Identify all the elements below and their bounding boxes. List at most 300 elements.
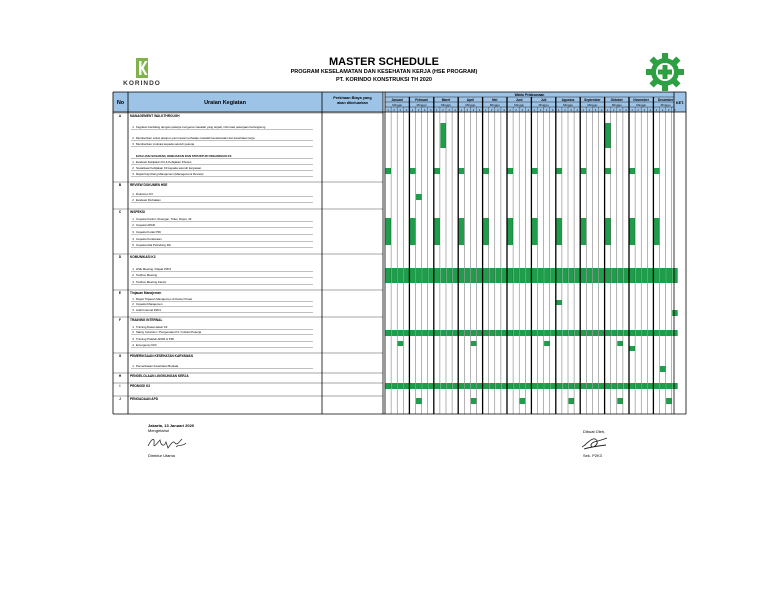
schedule-fill-cell — [611, 383, 617, 389]
schedule-fill-cell — [538, 330, 544, 336]
section-title: PENGELOLAAN LINGKUNGAN KERJA — [130, 374, 189, 378]
schedule-fill-cell — [617, 383, 623, 389]
item-number: 3 — [132, 172, 134, 176]
schedule-fill-cell — [605, 218, 611, 245]
week-number: 3 — [521, 109, 523, 112]
item-number: 4 — [132, 237, 134, 241]
item-text: Training Dasar-dasar K3 — [136, 325, 168, 329]
schedule-fill-cell — [453, 330, 459, 336]
section-title: INSPEKSI — [130, 210, 145, 214]
week-number: 1 — [655, 109, 658, 112]
week-number: 3 — [570, 109, 572, 112]
schedule-fill-cell — [630, 268, 636, 283]
item-number: 1 — [132, 160, 134, 164]
schedule-fill-cell — [514, 383, 520, 389]
schedule-fill-cell — [666, 268, 672, 283]
item-number: 2 — [132, 136, 134, 140]
schedule-fill-cell — [404, 268, 410, 283]
item-number: 3 — [132, 230, 134, 234]
item-text: Safety Induction / Pengenalan K3 / Induksi Pekerja — [136, 330, 202, 334]
schedule-fill-cell — [404, 383, 410, 389]
schedule-fill-cell — [544, 383, 550, 389]
schedule-fill-cell — [386, 168, 392, 174]
schedule-fill-cell — [666, 398, 672, 404]
schedule-fill-cell — [569, 268, 575, 283]
week-label: Minggu — [465, 103, 476, 107]
right-signature-icon — [580, 434, 610, 452]
schedule-fill-cell — [434, 383, 440, 389]
item-number: 2 — [132, 302, 134, 306]
schedule-fill-cell — [422, 268, 428, 283]
schedule-fill-cell — [410, 168, 416, 174]
schedule-fill-cell — [581, 330, 587, 336]
schedule-fill-cell — [520, 268, 526, 283]
schedule-fill-cell — [514, 330, 520, 336]
week-label: Minggu — [587, 103, 598, 107]
schedule-fill-cell — [447, 330, 453, 336]
item-text: Sosialisasi Kebijakan K3 kepada seluruh karyawan — [136, 166, 202, 170]
schedule-fill-cell — [508, 218, 514, 245]
week-label: Minggu — [416, 103, 427, 107]
item-text: Training Praktek APAR & P3K — [136, 337, 175, 341]
week-number: 2 — [393, 109, 395, 112]
schedule-fill-cell — [630, 330, 636, 336]
schedule-fill-cell — [636, 383, 642, 389]
schedule-fill-cell — [623, 383, 629, 389]
signature-right-title: Sek. P2K3 — [583, 453, 602, 458]
schedule-fill-cell — [483, 168, 489, 174]
schedule-fill-cell — [532, 218, 538, 245]
schedule-fill-cell — [495, 268, 501, 283]
schedule-fill-cell — [477, 268, 483, 283]
schedule-fill-cell — [623, 268, 629, 283]
section-title: TRAINING INTERNAL — [130, 318, 163, 322]
column-header-waktu: Waktu Pelaksanaan — [514, 93, 545, 97]
week-label: Minggu — [392, 103, 403, 107]
week-number: 4 — [674, 109, 676, 112]
month-label: April — [466, 98, 475, 102]
schedule-fill-cell — [422, 330, 428, 336]
schedule-fill-cell — [623, 330, 629, 336]
item-number: 3 — [132, 142, 134, 146]
schedule-fill-cell — [495, 383, 501, 389]
schedule-fill-cell — [605, 330, 611, 336]
month-label: Mei — [492, 98, 498, 102]
week-label: Minggu — [636, 103, 647, 107]
item-text: HSE Meeting / Rapat P2K3 — [136, 267, 172, 271]
schedule-fill-cell — [495, 330, 501, 336]
item-text: Inspeksi APAR — [136, 223, 155, 227]
week-number: 2 — [417, 109, 420, 112]
schedule-fill-cell — [471, 398, 477, 404]
schedule-fill-cell — [538, 268, 544, 283]
schedule-fill-cell — [416, 398, 422, 404]
schedule-fill-cell — [434, 218, 440, 245]
week-number: 1 — [484, 109, 487, 112]
schedule-fill-cell — [556, 168, 562, 174]
schedule-fill-cell — [434, 268, 440, 283]
section-letter: E — [118, 291, 122, 295]
schedule-fill-cell — [611, 268, 617, 283]
column-header-biaya: Perkiraan Biaya yang — [333, 96, 372, 100]
week-number: 1 — [631, 109, 633, 112]
week-number: 1 — [387, 109, 389, 112]
item-number: 1 — [132, 125, 134, 129]
schedule-fill-cell — [642, 383, 648, 389]
schedule-fill-cell — [544, 268, 550, 283]
week-number: 1 — [509, 109, 511, 112]
left-signature-icon — [146, 434, 192, 452]
schedule-fill-cell — [617, 398, 623, 404]
schedule-fill-cell — [520, 330, 526, 336]
schedule-fill-cell — [501, 383, 507, 389]
column-header-no: No — [116, 100, 125, 106]
schedule-fill-cell — [508, 383, 514, 389]
week-number: 1 — [558, 109, 560, 112]
schedule-fill-cell — [569, 383, 575, 389]
section-letter: A — [118, 114, 122, 118]
schedule-fill-cell — [587, 268, 593, 283]
signature-left-title: Direktur Utama — [148, 453, 175, 458]
schedule-fill-cell — [386, 383, 392, 389]
schedule-fill-cell — [434, 168, 440, 174]
week-number: 2 — [491, 109, 493, 112]
week-number: 3 — [619, 109, 621, 112]
item-text: Inspeksi Manajemen — [136, 302, 163, 306]
schedule-fill-cell — [416, 330, 422, 336]
item-text: Toolbox Meeting Kantor — [136, 280, 167, 284]
week-number: 1 — [606, 109, 609, 112]
schedule-fill-cell — [526, 330, 532, 336]
item-text: Inspeksi Kantor, Ruangan, Toilet, Dapur, dll — [136, 217, 192, 221]
item-text: Inspeksi Kotak P3K — [136, 230, 162, 234]
month-label: Juli — [540, 98, 547, 102]
schedule-fill-cell — [398, 268, 404, 283]
schedule-fill-cell — [447, 268, 453, 283]
month-label: Januari — [391, 98, 403, 102]
schedule-fill-cell — [416, 383, 422, 389]
schedule-fill-cell — [556, 300, 562, 305]
section-title: REVIEW DOKUMEN HSE — [130, 183, 168, 187]
schedule-fill-cell — [459, 383, 465, 389]
schedule-fill-cell — [605, 168, 611, 174]
item-text: Memberikan solusi ataupun perumusan terhadap masalah keselamatan dan kesehatan kerja — [136, 136, 255, 140]
week-number: 4 — [430, 109, 432, 112]
page-subtitle: PROGRAM KESELAMATAN DAN KESEHATAN KERJA (HSE PROGRAM) — [290, 69, 478, 75]
schedule-fill-cell — [465, 268, 471, 283]
item-text: Inspeksi Kendaraan — [136, 237, 162, 241]
schedule-fill-cell — [514, 268, 520, 283]
schedule-fill-cell — [428, 383, 434, 389]
item-text: Rapat Kaji Ulang Manajemen (Management Review) — [136, 172, 204, 176]
week-number: 4 — [552, 109, 554, 112]
schedule-fill-cell — [556, 330, 562, 336]
schedule-fill-cell — [550, 383, 556, 389]
week-number: 4 — [478, 109, 481, 112]
schedule-fill-cell — [465, 330, 471, 336]
schedule-fill-cell — [617, 341, 623, 346]
week-number: 2 — [564, 109, 566, 112]
week-number: 2 — [539, 109, 542, 112]
schedule-fill-cell — [386, 268, 392, 283]
schedule-fill-cell — [410, 218, 416, 245]
item-number: 1 — [132, 325, 134, 329]
week-number: 1 — [436, 109, 438, 112]
item-number: 2 — [132, 330, 134, 334]
schedule-fill-cell — [386, 330, 392, 336]
schedule-fill-cell — [581, 268, 587, 283]
section-letter: C — [118, 210, 122, 214]
item-text: Evaluasi Kebijakan K3 & Kebijakan Khusus — [136, 160, 192, 164]
schedule-fill-cell — [569, 398, 575, 404]
section-letter: I — [119, 384, 121, 388]
schedule-fill-cell — [477, 383, 483, 389]
item-number: 2 — [132, 198, 134, 202]
schedule-fill-cell — [483, 218, 489, 245]
schedule-fill-cell — [471, 383, 477, 389]
schedule-fill-cell — [575, 268, 581, 283]
week-number: 2 — [637, 109, 639, 112]
schedule-fill-cell — [581, 218, 587, 245]
item-text: Toolbox Meeting — [136, 273, 158, 277]
schedule-fill-cell — [520, 383, 526, 389]
section-letter: F — [119, 318, 121, 322]
week-number: 2 — [466, 109, 469, 112]
schedule-fill-cell — [581, 383, 587, 389]
week-label: Minggu — [660, 103, 671, 107]
schedule-fill-cell — [453, 268, 459, 283]
schedule-fill-cell — [617, 268, 623, 283]
item-number: 1 — [132, 364, 134, 368]
schedule-fill-cell — [410, 268, 416, 283]
signature-left-role: Mengetahui — [148, 428, 169, 433]
schedule-fill-cell — [556, 218, 562, 245]
schedule-fill-cell — [459, 330, 465, 336]
item-text: Rapat Tinjauan Manajemen di Kantor Pusat — [136, 297, 192, 301]
week-number: 4 — [405, 109, 408, 112]
month-label: Juni — [515, 98, 523, 102]
item-text: Memberikan motivasi kepada seluruh pekerja — [136, 142, 195, 146]
section-letter: B — [118, 183, 122, 187]
schedule-fill-cell — [575, 330, 581, 336]
item-text: Evaluasi Perbaikan — [136, 198, 161, 202]
schedule-fill-cell — [672, 268, 678, 283]
month-label: Oktober — [610, 98, 623, 102]
schedule-fill-cell — [434, 330, 440, 336]
table-grid — [113, 92, 686, 414]
schedule-fill-cell — [440, 383, 446, 389]
week-number: 3 — [399, 109, 401, 112]
schedule-fill-cell — [666, 330, 672, 336]
section-title: PROMOSI K3 — [130, 384, 151, 388]
signature-place-date: Jakarta, 13 Januari 2020 — [148, 423, 195, 428]
schedule-fill-cell — [501, 268, 507, 283]
company-subtitle: PT. KORINDO KONSTRUKSI TH 2020 — [336, 77, 432, 83]
schedule-fill-cell — [459, 218, 465, 245]
schedule-fill-cell — [526, 383, 532, 389]
section-title: PEMERIKSAAN KESEHATAN KARYAWAN — [130, 354, 193, 358]
schedule-fill-cell — [392, 330, 398, 336]
week-number: 4 — [503, 109, 505, 112]
week-label: Minggu — [563, 103, 573, 107]
schedule-fill-cell — [617, 330, 623, 336]
section-letter: J — [119, 397, 121, 401]
schedule-fill-cell — [544, 330, 550, 336]
schedule-fill-cell — [599, 383, 605, 389]
schedule-fill-cell — [605, 268, 611, 283]
item-text: Inspeksi Alat Pelindung Diri — [136, 243, 172, 247]
schedule-fill-cell — [599, 268, 605, 283]
table-text — [117, 93, 684, 401]
item-number: 2 — [132, 223, 134, 227]
section-title: Tinjauan Manajemen — [130, 291, 162, 295]
section-letter: G — [118, 354, 122, 358]
week-number: 4 — [576, 109, 578, 112]
schedule-fill-cell — [599, 330, 605, 336]
item-number: 3 — [132, 308, 134, 312]
section-title: KOMUNIKASI K3 — [130, 255, 156, 259]
column-header-biaya: akan dikeluarkan — [337, 101, 368, 105]
schedule-fill-cell — [410, 330, 416, 336]
month-label: Agustus — [561, 98, 575, 102]
item-text: Kegiatan berdialog dengan pekerja mengenai masalah yang terjadi, informasi pekerjaan berlangsung — [136, 125, 266, 129]
week-number: 3 — [497, 109, 499, 112]
schedule-fill-cell — [501, 330, 507, 336]
schedule-fill-cell — [630, 346, 636, 351]
schedule-fill-cell — [648, 383, 654, 389]
schedule-fill-cell — [392, 383, 398, 389]
schedule-fill-cell — [532, 330, 538, 336]
month-label: September — [584, 98, 601, 102]
schedule-fill-cell — [459, 268, 465, 283]
schedule-fill-cell — [672, 383, 678, 389]
item-number: 1 — [132, 217, 134, 221]
schedule-fill-cell — [630, 383, 636, 389]
schedule-fill-cell — [410, 383, 416, 389]
column-header-uraian: Uraian Kegiatan — [204, 100, 246, 106]
page-title: MASTER SCHEDULE — [328, 56, 439, 68]
schedule-fill-cell — [459, 168, 465, 174]
schedule-fill-cell — [550, 330, 556, 336]
schedule-fill-cell — [672, 310, 678, 316]
schedule-fill-cell — [392, 268, 398, 283]
schedule-fill-cell — [593, 268, 599, 283]
schedule-fill-cell — [532, 168, 538, 174]
schedule-fill-cell — [483, 268, 489, 283]
schedule-fill-cell — [471, 341, 477, 346]
schedule-fill-cell — [654, 268, 660, 283]
schedule-fill-cell — [447, 383, 453, 389]
schedule-fill-cell — [660, 268, 666, 283]
item-text: Dokumen K3 — [136, 192, 153, 196]
item-number: 2 — [132, 273, 134, 277]
week-number: 2 — [661, 109, 664, 112]
schedule-fill-cell — [532, 268, 538, 283]
schedule-fill-cell — [654, 218, 660, 245]
schedule-fill-cell — [642, 330, 648, 336]
week-number: 3 — [472, 109, 475, 112]
week-number: 3 — [643, 109, 645, 112]
schedule-fill-cell — [636, 268, 642, 283]
schedule-fill-cell — [489, 330, 495, 336]
schedule-fill-cell — [508, 268, 514, 283]
week-number: 3 — [545, 109, 548, 112]
item-number: 1 — [132, 297, 134, 301]
schedule-fill-cell — [398, 330, 404, 336]
item-number: 1 — [132, 192, 134, 196]
schedule-fill-cell — [483, 330, 489, 336]
schedule-fill-cell — [666, 383, 672, 389]
month-label: Maret — [441, 98, 451, 102]
schedule-fill-cell — [398, 341, 404, 346]
schedule-fill-cell — [440, 268, 446, 283]
schedule-fill-cell — [654, 168, 660, 174]
section-title: MANAGEMENT WALKTHROUGH — [130, 114, 180, 118]
schedule-fill-cell — [556, 383, 562, 389]
item-number: 5 — [132, 243, 134, 247]
schedule-fill-cell — [428, 268, 434, 283]
week-number: 4 — [527, 109, 530, 112]
item-number: 4 — [132, 343, 134, 347]
schedule-fill-cell — [581, 168, 587, 174]
schedule-fill-cell — [520, 398, 526, 404]
schedule-fill-cell — [648, 268, 654, 283]
schedule-fill-cell — [654, 383, 660, 389]
schedule-fill-cell — [483, 383, 489, 389]
week-number: 2 — [442, 109, 444, 112]
schedule-fill-cell — [550, 268, 556, 283]
schedule-fill-cell — [422, 383, 428, 389]
item-text: Audit Internal P2K3 — [136, 308, 161, 312]
section-letter: D — [118, 255, 122, 259]
schedule-fill-cell — [587, 330, 593, 336]
week-label: Minggu — [441, 103, 451, 107]
schedule-fill-cell — [416, 194, 422, 200]
schedule-fill-cell — [508, 330, 514, 336]
item-number: 3 — [132, 337, 134, 341]
schedule-fill-cell — [660, 366, 666, 372]
schedule-fill-cell — [489, 383, 495, 389]
week-number: 2 — [515, 109, 517, 112]
week-number: 3 — [594, 109, 597, 112]
schedule-fill-cell — [508, 168, 514, 174]
item-text: EVALUASI SASARAN, KEBIJAKAN DAN STRUKTUR ORGANISASI K3 — [136, 154, 232, 158]
schedule-fill-cell — [544, 341, 550, 346]
week-number: 3 — [448, 109, 450, 112]
schedule-fill-cell — [416, 268, 422, 283]
item-text: Emergency Drill — [136, 343, 157, 347]
week-number: 1 — [411, 109, 414, 112]
week-label: Minggu — [538, 103, 549, 107]
schedule-fill-cell — [660, 330, 666, 336]
week-number: 4 — [600, 109, 603, 112]
schedule-fill-cell — [471, 268, 477, 283]
week-number: 3 — [423, 109, 426, 112]
section-title: PENGADAAN APD — [130, 397, 159, 401]
schedule-fill-cell — [630, 168, 636, 174]
month-label: November — [633, 98, 649, 102]
schedule-fill-cell — [532, 383, 538, 389]
section-letter: H — [118, 374, 122, 378]
schedule-fill-cell — [398, 383, 404, 389]
schedule-fill-cell — [636, 330, 642, 336]
schedule-fill-cell — [569, 330, 575, 336]
week-number: 4 — [625, 109, 627, 112]
week-label: Minggu — [489, 103, 500, 107]
month-label: Desember — [657, 98, 674, 102]
week-number: 4 — [649, 109, 652, 112]
schedule-fill-cell — [593, 330, 599, 336]
